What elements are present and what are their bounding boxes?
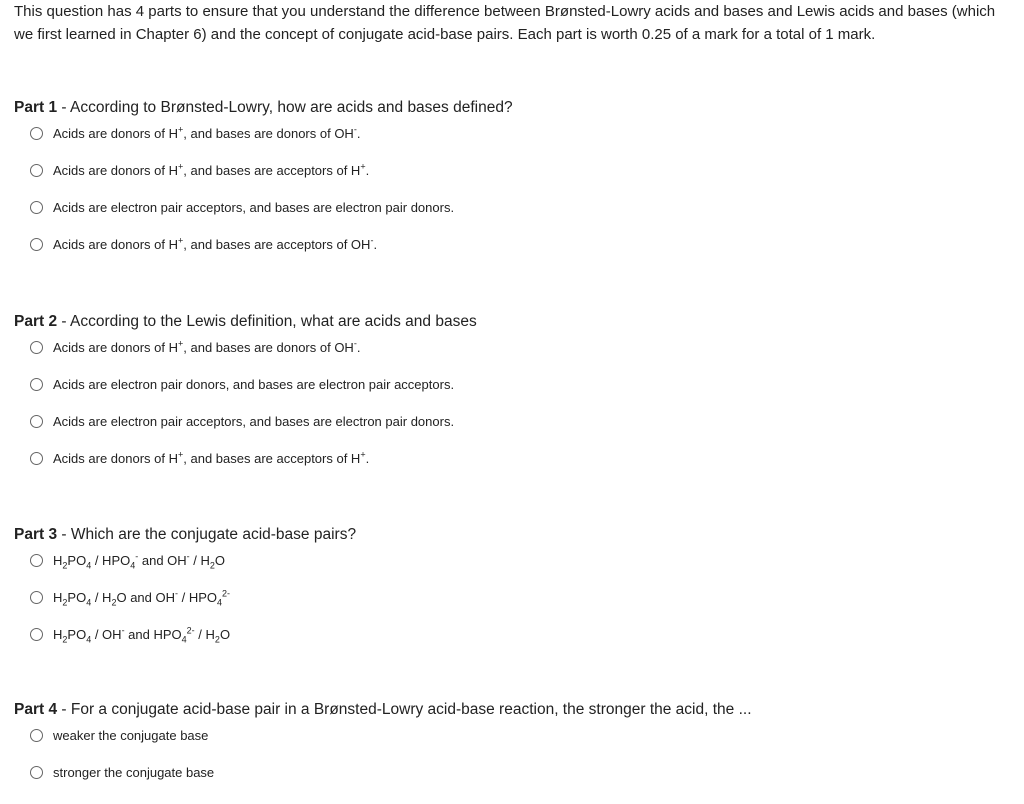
radio-button[interactable] — [30, 729, 43, 742]
options-list — [14, 548, 1014, 646]
options-list — [14, 335, 1014, 470]
part-1-title — [14, 98, 1014, 118]
radio-button[interactable] — [30, 127, 43, 140]
question-intro: This question has 4 parts to ensure that you understand the difference between Brønsted-Lowry acids and bases and Lewis acids and bases (which we first learned in Chapter 6) and the concept of conjugate acid-base pairs. Each part is worth 0.25 of a mark for a total of 1 mark. — [14, 3, 996, 43]
part-3 — [14, 525, 1014, 646]
part-4-title — [14, 700, 1014, 720]
part-2-title — [14, 312, 1014, 332]
option-label[interactable]: Acids are donors of H+, and bases are acceptors of H+. — [53, 161, 370, 178]
part-label: Part 3 — [14, 526, 58, 543]
option-label[interactable]: Acids are donors of H+, and bases are donors of OH-. — [53, 124, 361, 141]
answer-option[interactable] — [30, 372, 1014, 396]
answer-option[interactable] — [30, 622, 1014, 646]
part-question: - According to Brønsted-Lowry, how are acids and bases defined? — [57, 99, 513, 116]
answer-option[interactable] — [30, 121, 1014, 145]
radio-button[interactable] — [30, 452, 43, 465]
part-question: - According to the Lewis definition, what are acids and bases — [57, 313, 477, 330]
part-4 — [14, 700, 1014, 784]
answer-option[interactable] — [30, 232, 1014, 256]
option-label[interactable]: $H_2PO_4 / OH^-$ and $HPO_4^{2-} / H_2O$ — [53, 625, 231, 645]
option-label[interactable]: Acids are electron pair acceptors, and bases are electron pair donors. — [53, 199, 455, 215]
option-label[interactable]: $H_2PO_4 / HPO_4^-$ and $OH^- / H_2O$ — [53, 551, 226, 571]
option-label[interactable]: Acids are electron pair donors, and bases are electron pair acceptors. — [53, 376, 455, 392]
option-label[interactable]: $H_2PO_4 / H_2O$ and $OH^- / HPO_4^{2-}$ — [53, 588, 231, 608]
radio-button[interactable] — [30, 766, 43, 779]
part-2 — [14, 312, 1014, 470]
part-label: Part 4 — [14, 701, 58, 718]
radio-button[interactable] — [30, 201, 43, 214]
answer-option[interactable] — [30, 158, 1014, 182]
option-label[interactable]: stronger the conjugate base — [53, 764, 215, 780]
option-label[interactable]: weaker the conjugate base — [53, 727, 209, 743]
part-question: - Which are the conjugate acid-base pairs? — [57, 526, 357, 543]
options-list — [14, 121, 1014, 256]
option-label[interactable]: Acids are donors of H+, and bases are acceptors of H+. — [53, 449, 370, 466]
part-question: - For a conjugate acid-base pair in a Brønsted-Lowry acid-base reaction, the stronger the acid, the ... — [57, 701, 752, 718]
answer-option[interactable] — [30, 548, 1014, 572]
option-label[interactable]: Acids are donors of H+, and bases are acceptors of OH-. — [53, 235, 378, 252]
options-list — [14, 723, 1014, 784]
part-1 — [14, 98, 1014, 256]
answer-option[interactable] — [30, 760, 1014, 784]
answer-option[interactable] — [30, 409, 1014, 433]
answer-option[interactable] — [30, 585, 1014, 609]
answer-option[interactable] — [30, 335, 1014, 359]
answer-option[interactable] — [30, 195, 1014, 219]
radio-button[interactable] — [30, 628, 43, 641]
part-label: Part 1 — [14, 99, 58, 116]
option-label[interactable]: Acids are donors of H+, and bases are donors of OH-. — [53, 338, 361, 355]
radio-button[interactable] — [30, 238, 43, 251]
part-label: Part 2 — [14, 313, 58, 330]
radio-button[interactable] — [30, 591, 43, 604]
radio-button[interactable] — [30, 164, 43, 177]
answer-option[interactable] — [30, 446, 1014, 470]
radio-button[interactable] — [30, 341, 43, 354]
radio-button[interactable] — [30, 415, 43, 428]
radio-button[interactable] — [30, 378, 43, 391]
answer-option[interactable] — [30, 723, 1014, 747]
radio-button[interactable] — [30, 554, 43, 567]
part-3-title — [14, 525, 1014, 545]
option-label[interactable]: Acids are electron pair acceptors, and bases are electron pair donors. — [53, 413, 455, 429]
